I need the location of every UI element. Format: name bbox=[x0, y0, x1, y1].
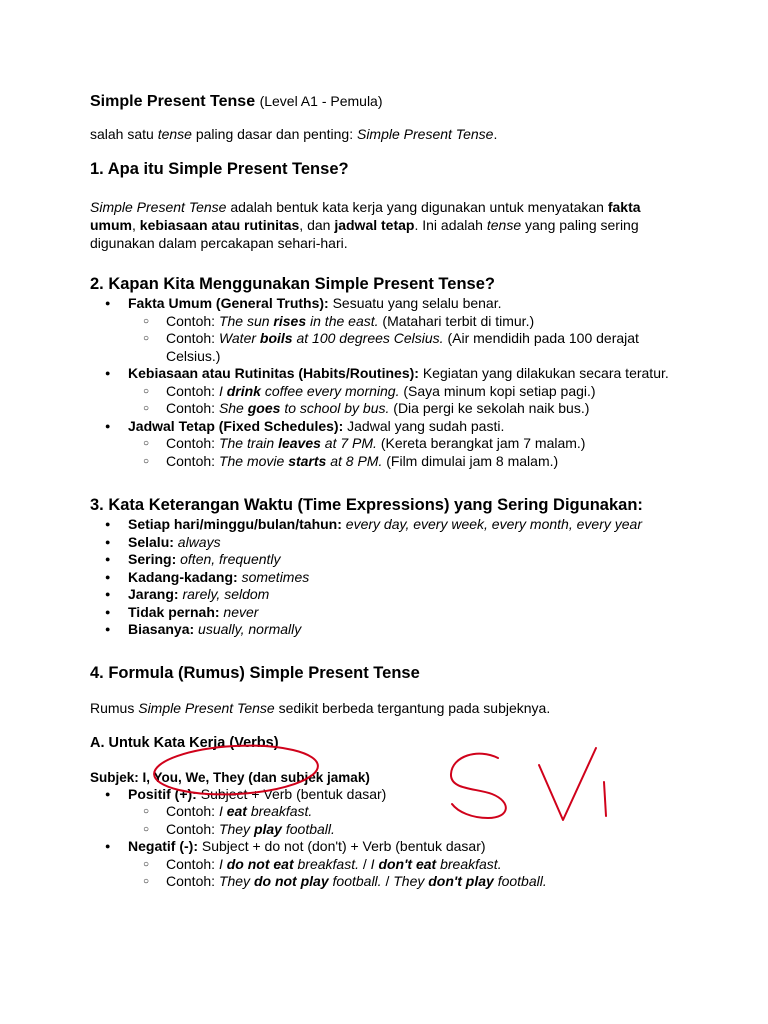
level-label: (Level A1 - Pemula) bbox=[259, 93, 383, 109]
example-item: ○ Contoh: I drink coffee every morning. (Saya minum kopi setiap pagi.) bbox=[128, 383, 690, 401]
usage-list bbox=[90, 295, 690, 470]
list-item: ● Selalu: always bbox=[90, 534, 690, 552]
example-item: ○ Contoh: Water boils at 100 degrees Celsius. (Air mendidih pada 100 derajat Celsius.) bbox=[128, 330, 690, 365]
list-item: ● Setiap hari/minggu/bulan/tahun: every day, every week, every month, every year bbox=[90, 516, 690, 534]
formula-list bbox=[90, 786, 690, 891]
example-item: ○ Contoh: The train leaves at 7 PM. (Kereta berangkat jam 7 malam.) bbox=[128, 435, 690, 453]
list-item: ● Kebiasaan atau Rutinitas (Habits/Routines): Kegiatan yang dilakukan secara teratur. ○ Contoh: I drink coffee every morning. (Saya minum kopi setiap pagi.) ○ Contoh: She goes to school by bus. (Dia pergi ke sekolah naik bus.) bbox=[90, 365, 690, 418]
example-item: ○ Contoh: They do not play football. / They don't play football. bbox=[128, 873, 690, 891]
section-1-heading: 1. Apa itu Simple Present Tense? bbox=[90, 160, 349, 178]
example-list bbox=[128, 803, 690, 838]
list-item: ● Jarang: rarely, seldom bbox=[90, 586, 690, 604]
list-item: ● Positif (+): Subject + Verb (bentuk dasar) ○ Contoh: I eat breakfast. ○ Contoh: They play football. bbox=[90, 786, 690, 839]
example-item: ○ Contoh: I do not eat breakfast. / I don't eat breakfast. bbox=[128, 856, 690, 874]
example-list bbox=[128, 383, 690, 418]
example-item: ○ Contoh: They play football. bbox=[128, 821, 690, 839]
document-page bbox=[90, 93, 690, 891]
time-expressions-list bbox=[90, 516, 690, 639]
list-item: ● Biasanya: usually, normally bbox=[90, 621, 690, 639]
intro-paragraph: salah satu tense paling dasar dan penting: Simple Present Tense. bbox=[90, 126, 498, 142]
section-4-heading: 4. Formula (Rumus) Simple Present Tense bbox=[90, 663, 420, 682]
example-item: ○ Contoh: I eat breakfast. bbox=[128, 803, 690, 821]
section-2-heading: 2. Kapan Kita Menggunakan Simple Present Tense? bbox=[90, 275, 495, 293]
list-item: ● Kadang-kadang: sometimes bbox=[90, 569, 690, 587]
example-list bbox=[128, 313, 690, 366]
list-item: ● Tidak pernah: never bbox=[90, 604, 690, 622]
list-item: ● Negatif (-): Subject + do not (don't) + Verb (bentuk dasar) ○ Contoh: I do not eat breakfast. / I don't eat breakfast. ○ Contoh: They do not play football. / They don't play football. bbox=[90, 838, 690, 891]
title-text: Simple Present Tense bbox=[90, 93, 256, 110]
list-item: ● Jadwal Tetap (Fixed Schedules): Jadwal yang sudah pasti. ○ Contoh: The train leaves at 7 PM. (Kereta berangkat jam 7 malam.) ○ Contoh: The movie starts at 8 PM. (Film dimulai jam 8 malam.) bbox=[90, 418, 690, 471]
example-list bbox=[128, 856, 690, 891]
subject-line: Subjek: I, You, We, They (dan subjek jamak) bbox=[90, 769, 370, 785]
example-list bbox=[128, 435, 690, 470]
doc-title bbox=[90, 93, 690, 111]
list-item: ● Fakta Umum (General Truths): Sesuatu yang selalu benar. ○ Contoh: The sun rises in the east. (Matahari terbit di timur.) ○ Contoh: Water boils at 100 degrees Celsius. (Air mendidih pada 100 derajat Celsius.) bbox=[90, 295, 690, 365]
example-item: ○ Contoh: The movie starts at 8 PM. (Film dimulai jam 8 malam.) bbox=[128, 453, 690, 471]
section-4-intro: Rumus Simple Present Tense sedikit berbeda tergantung pada subjeknya. bbox=[90, 699, 551, 716]
section-1-body: Simple Present Tense adalah bentuk kata kerja yang digunakan untuk menyatakan fakta umum, kebiasaan atau rutinitas, dan jadwal tetap. Ini adalah tense yang paling sering digunakan dalam percakapan sehari-hari. bbox=[90, 199, 641, 251]
example-item: ○ Contoh: The sun rises in the east. (Matahari terbit di timur.) bbox=[128, 313, 690, 331]
section-3-heading: 3. Kata Keterangan Waktu (Time Expressions) yang Sering Digunakan: bbox=[90, 496, 643, 514]
example-item: ○ Contoh: She goes to school by bus. (Dia pergi ke sekolah naik bus.) bbox=[128, 400, 690, 418]
list-item: ● Sering: often, frequently bbox=[90, 551, 690, 569]
verbs-subheading: A. Untuk Kata Kerja (Verbs) bbox=[90, 734, 279, 751]
